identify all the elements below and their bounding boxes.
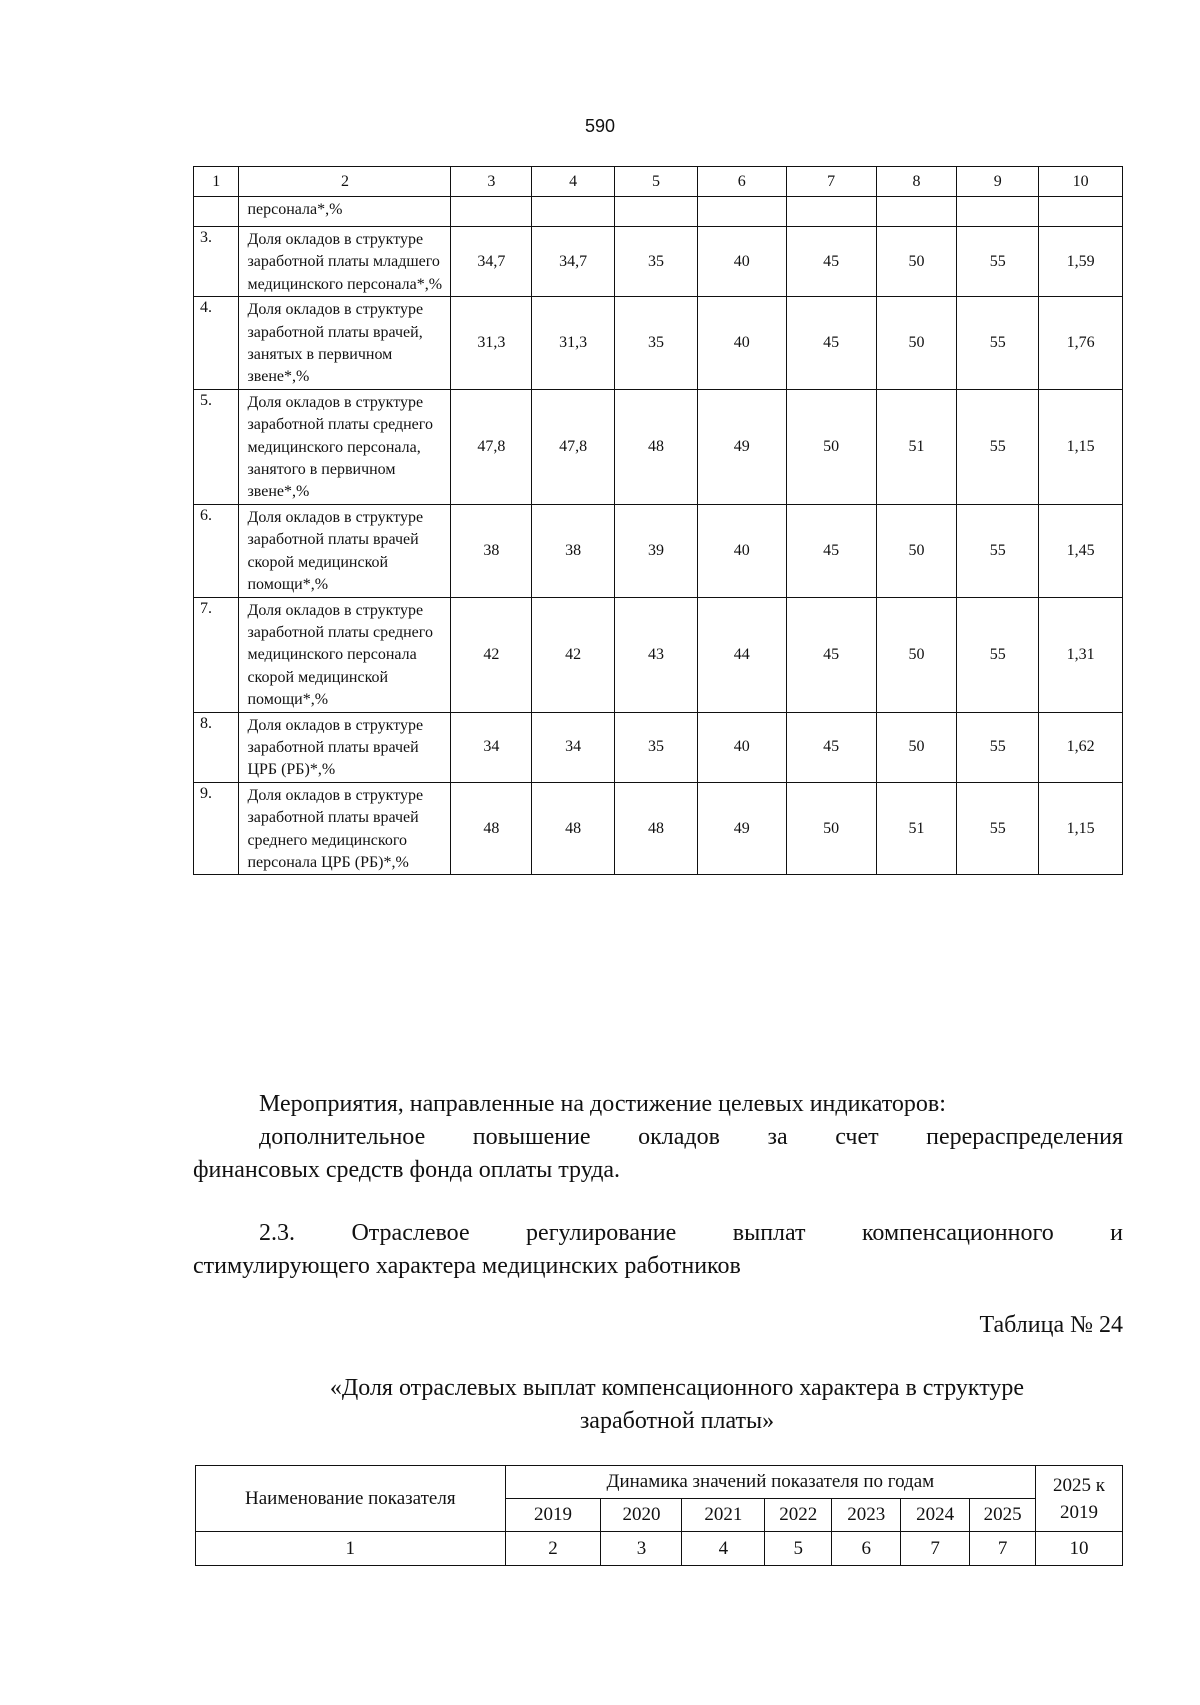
value-cell: 49	[697, 389, 786, 504]
value-cell: 31,3	[451, 297, 532, 390]
table-row	[194, 227, 1123, 297]
year-header: 2025	[970, 1499, 1036, 1532]
value-cell: 34,7	[451, 227, 532, 297]
value-cell: 48	[451, 782, 532, 875]
section-heading	[193, 1217, 1123, 1283]
value-cell: 1,45	[1039, 504, 1123, 597]
value-cell: 1,62	[1039, 712, 1123, 782]
value-cell: 55	[957, 504, 1039, 597]
value-cell: 35	[615, 712, 698, 782]
table-title-line-1: «Доля отраслевых выплат компенсационного характера в структуре	[329, 1375, 1025, 1401]
value-cell: 1,15	[1039, 389, 1123, 504]
column-number: 2	[505, 1532, 601, 1566]
value-cell: 50	[876, 297, 957, 390]
value-cell: 40	[697, 504, 786, 597]
column-number: 7	[786, 167, 876, 197]
continuation-row	[194, 197, 1123, 227]
indicator-name: Доля окладов в структуре заработной платы врачей ЦРБ (РБ)*,%	[239, 712, 451, 782]
value-cell: 55	[957, 297, 1039, 390]
value-cell: 42	[532, 597, 615, 712]
page-number: 590	[584, 116, 616, 136]
column-number: 10	[1039, 167, 1123, 197]
year-header: 2020	[601, 1499, 682, 1532]
indicators-table	[193, 166, 1123, 875]
column-number: 3	[601, 1532, 682, 1566]
row-index: 8.	[194, 712, 239, 782]
column-number: 3	[451, 167, 532, 197]
column-number: 2	[239, 167, 451, 197]
value-cell: 31,3	[532, 297, 615, 390]
value-cell: 51	[876, 389, 957, 504]
value-cell: 43	[615, 597, 698, 712]
value-cell: 47,8	[451, 389, 532, 504]
value-cell: 35	[615, 227, 698, 297]
value-cell: 40	[697, 227, 786, 297]
column-number: 9	[957, 167, 1039, 197]
value-cell: 48	[532, 782, 615, 875]
row-index: 5.	[194, 389, 239, 504]
column-number: 8	[876, 167, 957, 197]
year-header: 2022	[765, 1499, 832, 1532]
value-cell: 42	[451, 597, 532, 712]
table-title-line-2: заработной платы»	[579, 1408, 775, 1434]
year-header: 2021	[682, 1499, 765, 1532]
value-cell: 48	[615, 389, 698, 504]
indicator-name: Доля окладов в структуре заработной платы среднего медицинского персонала скорой медицинской помощи*,%	[239, 597, 451, 712]
table-row	[194, 712, 1123, 782]
value-cell: 1,59	[1039, 227, 1123, 297]
value-cell: 1,31	[1039, 597, 1123, 712]
value-cell: 49	[697, 782, 786, 875]
empty-cell	[451, 197, 532, 227]
column-number: 1	[196, 1532, 506, 1566]
row-index: 4.	[194, 297, 239, 390]
empty-cell	[615, 197, 698, 227]
row-index	[194, 197, 239, 227]
value-cell: 45	[786, 504, 876, 597]
empty-cell	[1039, 197, 1123, 227]
value-cell: 39	[615, 504, 698, 597]
value-cell: 1,15	[1039, 782, 1123, 875]
column-number: 4	[532, 167, 615, 197]
value-cell: 47,8	[532, 389, 615, 504]
indicator-name: Доля окладов в структуре заработной платы врачей скорой медицинской помощи*,%	[239, 504, 451, 597]
table-title	[193, 1372, 1123, 1438]
row-index: 6.	[194, 504, 239, 597]
value-cell: 45	[786, 227, 876, 297]
table-row	[194, 389, 1123, 504]
measures-heading: Мероприятия, направленные на достижение целевых индикаторов:	[259, 1091, 946, 1117]
column-number: 7	[901, 1532, 970, 1566]
value-cell: 55	[957, 782, 1039, 875]
value-cell: 44	[697, 597, 786, 712]
table-row	[194, 504, 1123, 597]
value-cell: 40	[697, 297, 786, 390]
empty-cell	[957, 197, 1039, 227]
table-row	[194, 597, 1123, 712]
ratio-header: 2025 к 2019	[1036, 1466, 1123, 1532]
indicator-name: Доля окладов в структуре заработной платы среднего медицинского персонала, занятого в первичном звене*,%	[239, 389, 451, 504]
compensation-table	[195, 1465, 1123, 1566]
column-numbers-row	[194, 167, 1123, 197]
value-cell: 50	[786, 389, 876, 504]
column-number: 1	[194, 167, 239, 197]
indicator-name: Доля окладов в структуре заработной платы врачей, занятых в первичном звене*,%	[239, 297, 451, 390]
value-cell: 55	[957, 597, 1039, 712]
row-index: 7.	[194, 597, 239, 712]
value-cell: 45	[786, 297, 876, 390]
table-label: Таблица № 24	[979, 1312, 1123, 1338]
column-number: 5	[615, 167, 698, 197]
value-cell: 45	[786, 712, 876, 782]
measures-line-1: дополнительное повышение окладов за счет перераспределения	[259, 1124, 1123, 1150]
value-cell: 1,76	[1039, 297, 1123, 390]
empty-cell	[532, 197, 615, 227]
value-cell: 55	[957, 712, 1039, 782]
value-cell: 34	[532, 712, 615, 782]
value-cell: 50	[876, 504, 957, 597]
table-row	[194, 297, 1123, 390]
column-number: 6	[832, 1532, 901, 1566]
row-index: 9.	[194, 782, 239, 875]
column-number: 5	[765, 1532, 832, 1566]
indicator-name: Доля окладов в структуре заработной платы врачей среднего медицинского персонала ЦРБ (РБ)*,%	[239, 782, 451, 875]
empty-cell	[876, 197, 957, 227]
indicator-name: Доля окладов в структуре заработной платы младшего медицинского персонала*,%	[239, 227, 451, 297]
column-numbers-row	[196, 1532, 1123, 1566]
table-row	[194, 782, 1123, 875]
value-cell: 35	[615, 297, 698, 390]
value-cell: 38	[532, 504, 615, 597]
column-number: 6	[697, 167, 786, 197]
value-cell: 40	[697, 712, 786, 782]
value-cell: 45	[786, 597, 876, 712]
measures-paragraph	[193, 1088, 1123, 1187]
year-header: 2019	[505, 1499, 601, 1532]
empty-cell	[697, 197, 786, 227]
column-number: 10	[1036, 1532, 1123, 1566]
value-cell: 38	[451, 504, 532, 597]
dynamics-header: Динамика значений показателя по годам	[505, 1466, 1035, 1499]
section-heading-line-1: 2.3. Отраслевое регулирование выплат компенсационного и	[259, 1220, 1123, 1246]
value-cell: 34,7	[532, 227, 615, 297]
value-cell: 50	[876, 227, 957, 297]
value-cell: 55	[957, 227, 1039, 297]
column-number: 7	[970, 1532, 1036, 1566]
value-cell: 51	[876, 782, 957, 875]
value-cell: 50	[786, 782, 876, 875]
year-header: 2024	[901, 1499, 970, 1532]
column-number: 4	[682, 1532, 765, 1566]
row-index: 3.	[194, 227, 239, 297]
indicator-name: персонала*,%	[239, 197, 451, 227]
value-cell: 34	[451, 712, 532, 782]
name-column-header: Наименование показателя	[196, 1466, 506, 1532]
value-cell: 48	[615, 782, 698, 875]
empty-cell	[786, 197, 876, 227]
section-heading-line-2: стимулирующего характера медицинских работников	[193, 1253, 741, 1279]
measures-line-2: финансовых средств фонда оплаты труда.	[193, 1157, 621, 1183]
value-cell: 50	[876, 597, 957, 712]
value-cell: 50	[876, 712, 957, 782]
year-header: 2023	[832, 1499, 901, 1532]
value-cell: 55	[957, 389, 1039, 504]
